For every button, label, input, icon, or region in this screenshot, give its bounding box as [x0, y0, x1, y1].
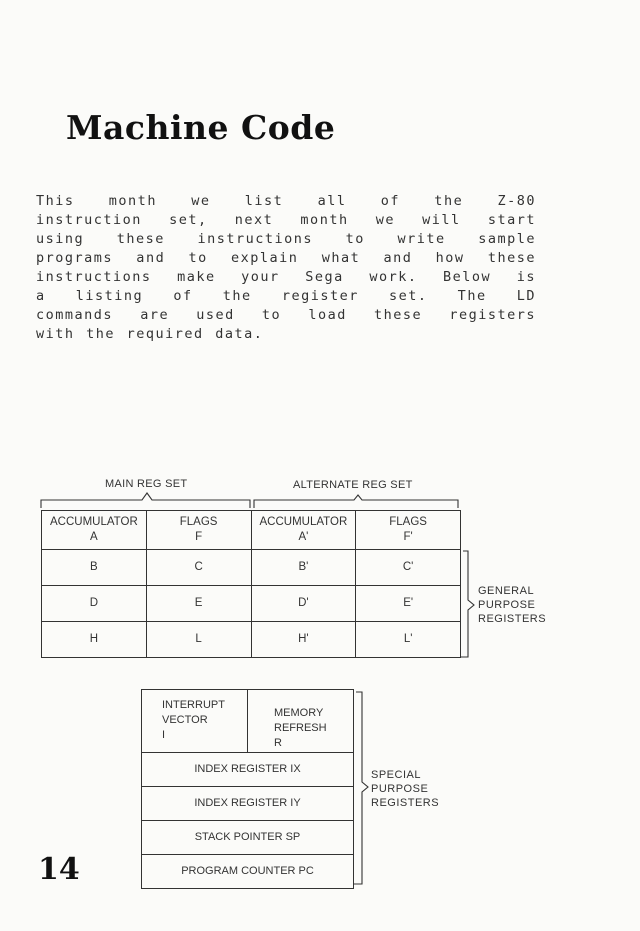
table-row — [42, 550, 461, 586]
register-c: C — [146, 550, 251, 586]
table-row — [42, 586, 461, 622]
table-row — [42, 622, 461, 658]
intro-line: with the required data. — [36, 326, 264, 342]
register-l-alt: L' — [356, 622, 461, 658]
general-purpose-label: GENERAL PURPOSE REGISTERS — [478, 585, 547, 625]
register-accumulator-a-alt: ACCUMULATOR A' — [251, 511, 356, 550]
special-purpose-brace — [354, 692, 368, 884]
register-h-alt: H' — [251, 622, 356, 658]
intro-line: programs and to explain what and how these — [36, 250, 536, 266]
register-flags-f: FLAGS F — [146, 511, 251, 550]
intro-line: commands are used to load these registers — [36, 307, 536, 323]
table-row — [142, 753, 354, 787]
main-set-brace — [41, 493, 250, 508]
intro-line: a listing of the register set. The LD — [36, 288, 536, 304]
register-stack-pointer: STACK POINTER SP — [142, 821, 354, 855]
special-purpose-label: SPECIAL PURPOSE REGISTERS — [371, 769, 440, 809]
register-d-alt: D' — [251, 586, 356, 622]
register-index-ix: INDEX REGISTER IX — [142, 753, 354, 787]
register-index-iy: INDEX REGISTER IY — [142, 787, 354, 821]
intro-line: This month we list all of the Z-80 — [36, 193, 536, 209]
register-h: H — [42, 622, 147, 658]
register-accumulator-a: ACCUMULATOR A — [42, 511, 147, 550]
general-registers-table — [41, 510, 461, 658]
intro-line: using these instructions to write sample — [36, 231, 536, 247]
table-row — [142, 690, 354, 753]
intro-line: instructions make your Sega work. Below is — [36, 269, 536, 285]
table-row — [142, 821, 354, 855]
register-c-alt: C' — [356, 550, 461, 586]
register-flags-f-alt: FLAGS F' — [356, 511, 461, 550]
register-program-counter: PROGRAM COUNTER PC — [142, 855, 354, 889]
register-b-alt: B' — [251, 550, 356, 586]
special-registers-table — [141, 689, 354, 889]
table-row — [42, 511, 461, 550]
register-interrupt-vector: INTERRUPT VECTOR I — [142, 690, 248, 753]
page-number: 14 — [38, 852, 80, 887]
page-title: Machine Code — [66, 108, 336, 147]
register-d: D — [42, 586, 147, 622]
general-purpose-brace — [460, 551, 474, 657]
register-e-alt: E' — [356, 586, 461, 622]
main-reg-set-label: MAIN REG SET — [105, 478, 188, 490]
register-memory-refresh: MEMORY REFRESH R — [248, 690, 354, 753]
register-b: B — [42, 550, 147, 586]
alternate-reg-set-label: ALTERNATE REG SET — [293, 479, 413, 491]
register-e: E — [146, 586, 251, 622]
register-l: L — [146, 622, 251, 658]
table-row — [142, 787, 354, 821]
table-row — [142, 855, 354, 889]
intro-line: instruction set, next month we will start — [36, 212, 536, 228]
alternate-set-brace — [254, 495, 458, 508]
